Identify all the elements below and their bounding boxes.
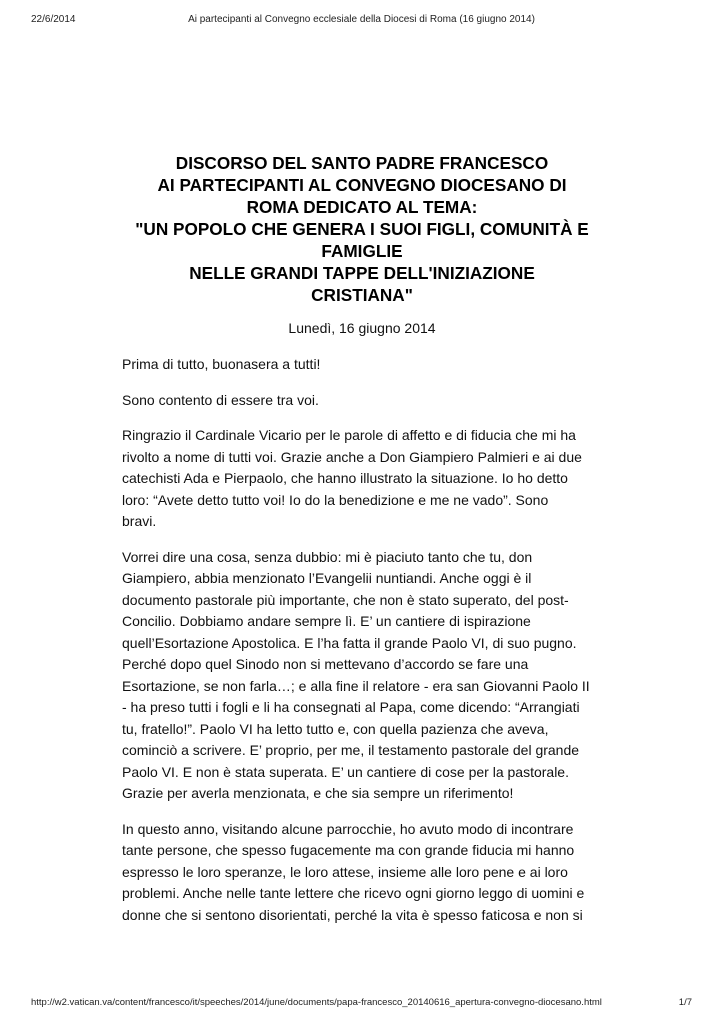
title-line: DISCORSO DEL SANTO PADRE FRANCESCO [175,153,549,173]
paragraph-line: problemi. Anche nelle tante lettere che ricevo ogni giorno leggo di uomini e [122,885,585,901]
paragraph-line: cominciò a scrivere. E’ proprio, per me, il testamento pastorale del grande [122,742,580,758]
paragraph-line: Esortazione, se non farla…; e alla fine il relatore - era san Giovanni Paolo II [122,677,590,694]
paragraph-line: Grazie per averla menzionata, e che sia sempre un riferimento! [122,785,514,801]
paragraph-line: rivolto a nome di tutti voi. Grazie anche a Don Giampiero Palmieri e ai due [122,448,582,465]
paragraph-line: loro: “Avete detto tutto voi! Io do la benedizione e me ne vado”. Sono [122,491,549,508]
paragraph-line: quell’Esortazione Apostolica. E l’ha fatta il grande Paolo VI, di suo pugno. [122,634,577,651]
title-line: AI PARTECIPANTI AL CONVEGNO DIOCESANO DI [157,175,567,195]
paragraph-line: Sono contento di essere tra voi. [122,391,319,408]
paragraph-line: In questo anno, visitando alcune parrocchie, ho avuto modo di incontrare [122,820,574,837]
paragraph-ringrazio [122,425,602,533]
paragraph-line: Concilio. Dobbiamo andare sempre lì. E’ un cantiere di ispirazione [122,613,531,629]
paragraph-contento [122,390,602,412]
paragraph-line: catechisti Ada e Pierpaolo, che hanno illustrato la situazione. Io ho detto [122,470,568,486]
paragraph-line: Perché dopo quel Sinodo non si mettevano d’accordo se fare una [122,656,529,672]
paragraph-greeting [122,354,602,376]
print-doc-title: Ai partecipanti al Convegno ecclesiale della Diocesi di Roma (16 giugno 2014) [188,14,535,25]
paragraph-line: documento pastorale più importante, che non è stato superato, del post- [122,591,569,608]
print-date: 22/6/2014 [31,14,76,25]
paragraph-evangelii [122,547,602,805]
paragraph-line: Vorrei dire una cosa, senza dubbio: mi è piaciuto tanto che tu, don [122,548,533,565]
print-footer [31,997,692,1011]
document-body [122,152,602,940]
paragraph-line: tu, fratello!”. Paolo VI ha letto tutto e, con quella pazienza che aveva, [122,720,549,737]
paragraph-line: Giampiero, abbia menzionato l’Evangelii nuntiandi. Anche oggi è il [122,570,532,586]
title-line: "UN POPOLO CHE GENERA I SUOI FIGLI, COMUNITÀ E [135,219,589,239]
speech-title [122,152,602,306]
title-line: NELLE GRANDI TAPPE DELL'INIZIAZIONE [189,263,535,283]
paragraph-line: Paolo VI. E non è stata superata. E’ un cantiere di cose per la pastorale. [122,763,569,780]
title-line: ROMA DEDICATO AL TEMA: [246,197,478,217]
paragraph-line: tante persone, che spesso fugacemente ma con grande fiducia mi hanno [122,842,575,858]
paragraph-line: bravi. [122,513,157,529]
source-url: http://w2.vatican.va/content/francesco/it/speeches/2014/june/documents/papa-francesco_20140616_apertura-convegno-diocesano.html [31,997,602,1008]
print-header [31,14,692,30]
title-line: FAMIGLIE [321,241,403,261]
paragraph-line: Prima di tutto, buonasera a tutti! [122,356,321,372]
speech-date: Lunedì, 16 giugno 2014 [288,320,436,336]
title-line: CRISTIANA" [311,285,413,305]
paragraph-line: espresso le loro speranze, le loro attese, insieme alle loro pene e ai loro [122,863,568,880]
paragraph-parrocchie [122,819,602,927]
paragraph-line: donne che si sentono disorientati, perché la vita è spesso faticosa e non si [122,906,583,923]
paragraph-line: - ha preso tutti i fogli e li ha consegnati al Papa, come dicendo: “Arrangiati [122,699,580,715]
page-number: 1/7 [678,997,692,1008]
paragraph-line: Ringrazio il Cardinale Vicario per le parole di affetto e di fiducia che mi ha [122,427,576,443]
